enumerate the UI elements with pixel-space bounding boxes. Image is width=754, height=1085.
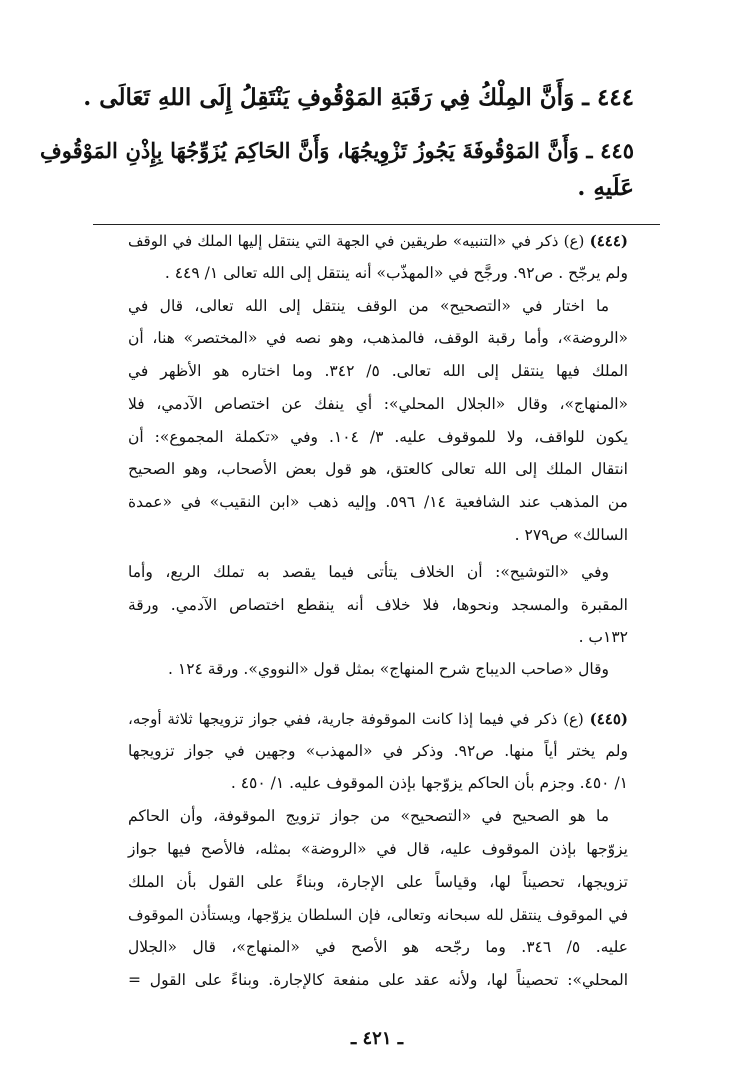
footnote-445-line-9: المحلي»: تحصيناً لها، ولأنه عقد على منفعة كالإجارة. وبناءً على القول = xyxy=(128,971,628,989)
footnote-444-line-7: يكون للواقف، ولا للموقوف عليه. ٣/ ١٠٤. وفي «تكملة المجموع»: أن xyxy=(128,428,628,446)
footnote-444-line-10: السالك» ص٢٧٩ . xyxy=(514,526,628,544)
footnote-445-line-1: (٤٤٥) (ع) ذكر في فيما إذا كانت الموقوفة جارية، ففي جواز تزويجها ثلاثة أوجه، xyxy=(128,710,628,728)
footnote-444-line-2: ولم يرجّح . ص٩٢. ورجَّح في «المهذّب» أنه ينتقل إلى الله تعالى ١/ ٤٤٩ . xyxy=(164,264,628,282)
main-text-line-444: ٤٤٤ ـ وَأَنَّ المِلْكُ فِي رَقَبَةِ المَوْقُوفِ يَنْتَقِلُ إِلَى اللهِ تَعَالَى . xyxy=(83,84,634,111)
footnote-444-line-13: ١٣٢ب . xyxy=(578,628,628,646)
main-text-line-445: ٤٤٥ ـ وَأَنَّ المَوْقُوفَةَ يَجُوزُ تَزْوِيجُهَا، وَأَنَّ الحَاكِمَ يُزَوِّجُهَا بِإِذْنِ المَوْقُوفِ xyxy=(40,138,634,163)
footnote-445-number: (٤٤٥) xyxy=(589,710,628,728)
footnote-444-line-1: (٤٤٤) (ع) ذكر في «التنبيه» طريقين في الجهة التي ينتقل إليها الملك في الوقف xyxy=(128,232,628,250)
footnote-445-line-4: ما هو الصحيح في «التصحيح» من جواز تزويج الموقوفة، وأن الحاكم xyxy=(128,807,609,825)
footnote-444-line-8: انتقال الملك إلى الله تعالى كالعتق، هو قول بعض الأصحاب، وهو الصحيح xyxy=(128,460,628,478)
footnote-444-line-4: «الروضة»، وأما رقبة الوقف، فالمذهب، وهو نصه في «المختصر» هنا، أن xyxy=(128,329,628,347)
footnote-444-line-3: ما اختار في «التصحيح» من الوقف ينتقل إلى الله تعالى، قال في xyxy=(128,297,609,315)
footnote-445-line-6: تزويجها، تحصيناً لها، وقياساً على الإجارة، وبناءً على القول بأن الملك xyxy=(128,873,628,891)
footnote-445-line-5: يزوّجها بإذن الموقوف عليه، قال في «الروضة» بمثله، فالأصح فيها جواز xyxy=(128,840,628,858)
main-text-line-445-continued: عَلَيهِ . xyxy=(577,174,634,201)
footnote-445-line-8: عليه. ٥/ ٣٤٦. وما رجّحه هو الأصح في «المنهاج»، قال «الجلال xyxy=(128,938,628,956)
footnote-444-number: (٤٤٤) xyxy=(589,232,628,250)
footnote-445-line-2: ولم يختر أياً منها. ص٩٢. وذكر في «المهذب» وجهين في جواز تزويجها xyxy=(128,742,628,760)
footnote-444-line-6: «المنهاج»، وقال «الجلال المحلي»: أي ينفك عن اختصاص الآدمي، فلا xyxy=(128,395,628,413)
page-number: ـ ٤٢١ ـ xyxy=(350,1028,404,1049)
footnote-445-line-7: في الموقوف ينتقل لله سبحانه وتعالى، فإن السلطان يزوّجها، ويستأذن الموقوف xyxy=(128,906,628,924)
footnote-444-line-9: من المذهب عند الشافعية ١٤/ ٥٩٦. وإليه ذهب «ابن النقيب» في «عمدة xyxy=(128,493,628,511)
footnote-444-line-12: المقبرة والمسجد ونحوها، فلا خلاف أنه ينقطع اختصاص الآدمي. ورقة xyxy=(128,596,628,614)
footnote-444-line-5: الملك فيها ينتقل إلى الله تعالى. ٥/ ٣٤٢. وما اختاره هو الأظهر في xyxy=(128,362,629,380)
footnote-444-line-14: وقال «صاحب الديباج شرح المنهاج» بمثل قول «النووي». ورقة ١٢٤ . xyxy=(168,660,609,678)
footnote-444-line-11: وفي «التوشيح»: أن الخلاف يتأتى فيما يقصد به تملك الريع، وأما xyxy=(128,563,609,581)
footnote-445-line-3: ١/ ٤٥٠. وجزم بأن الحاكم يزوّجها بإذن الموقوف عليه. ١/ ٤٥٠ . xyxy=(230,774,628,792)
footnote-separator xyxy=(93,224,660,225)
